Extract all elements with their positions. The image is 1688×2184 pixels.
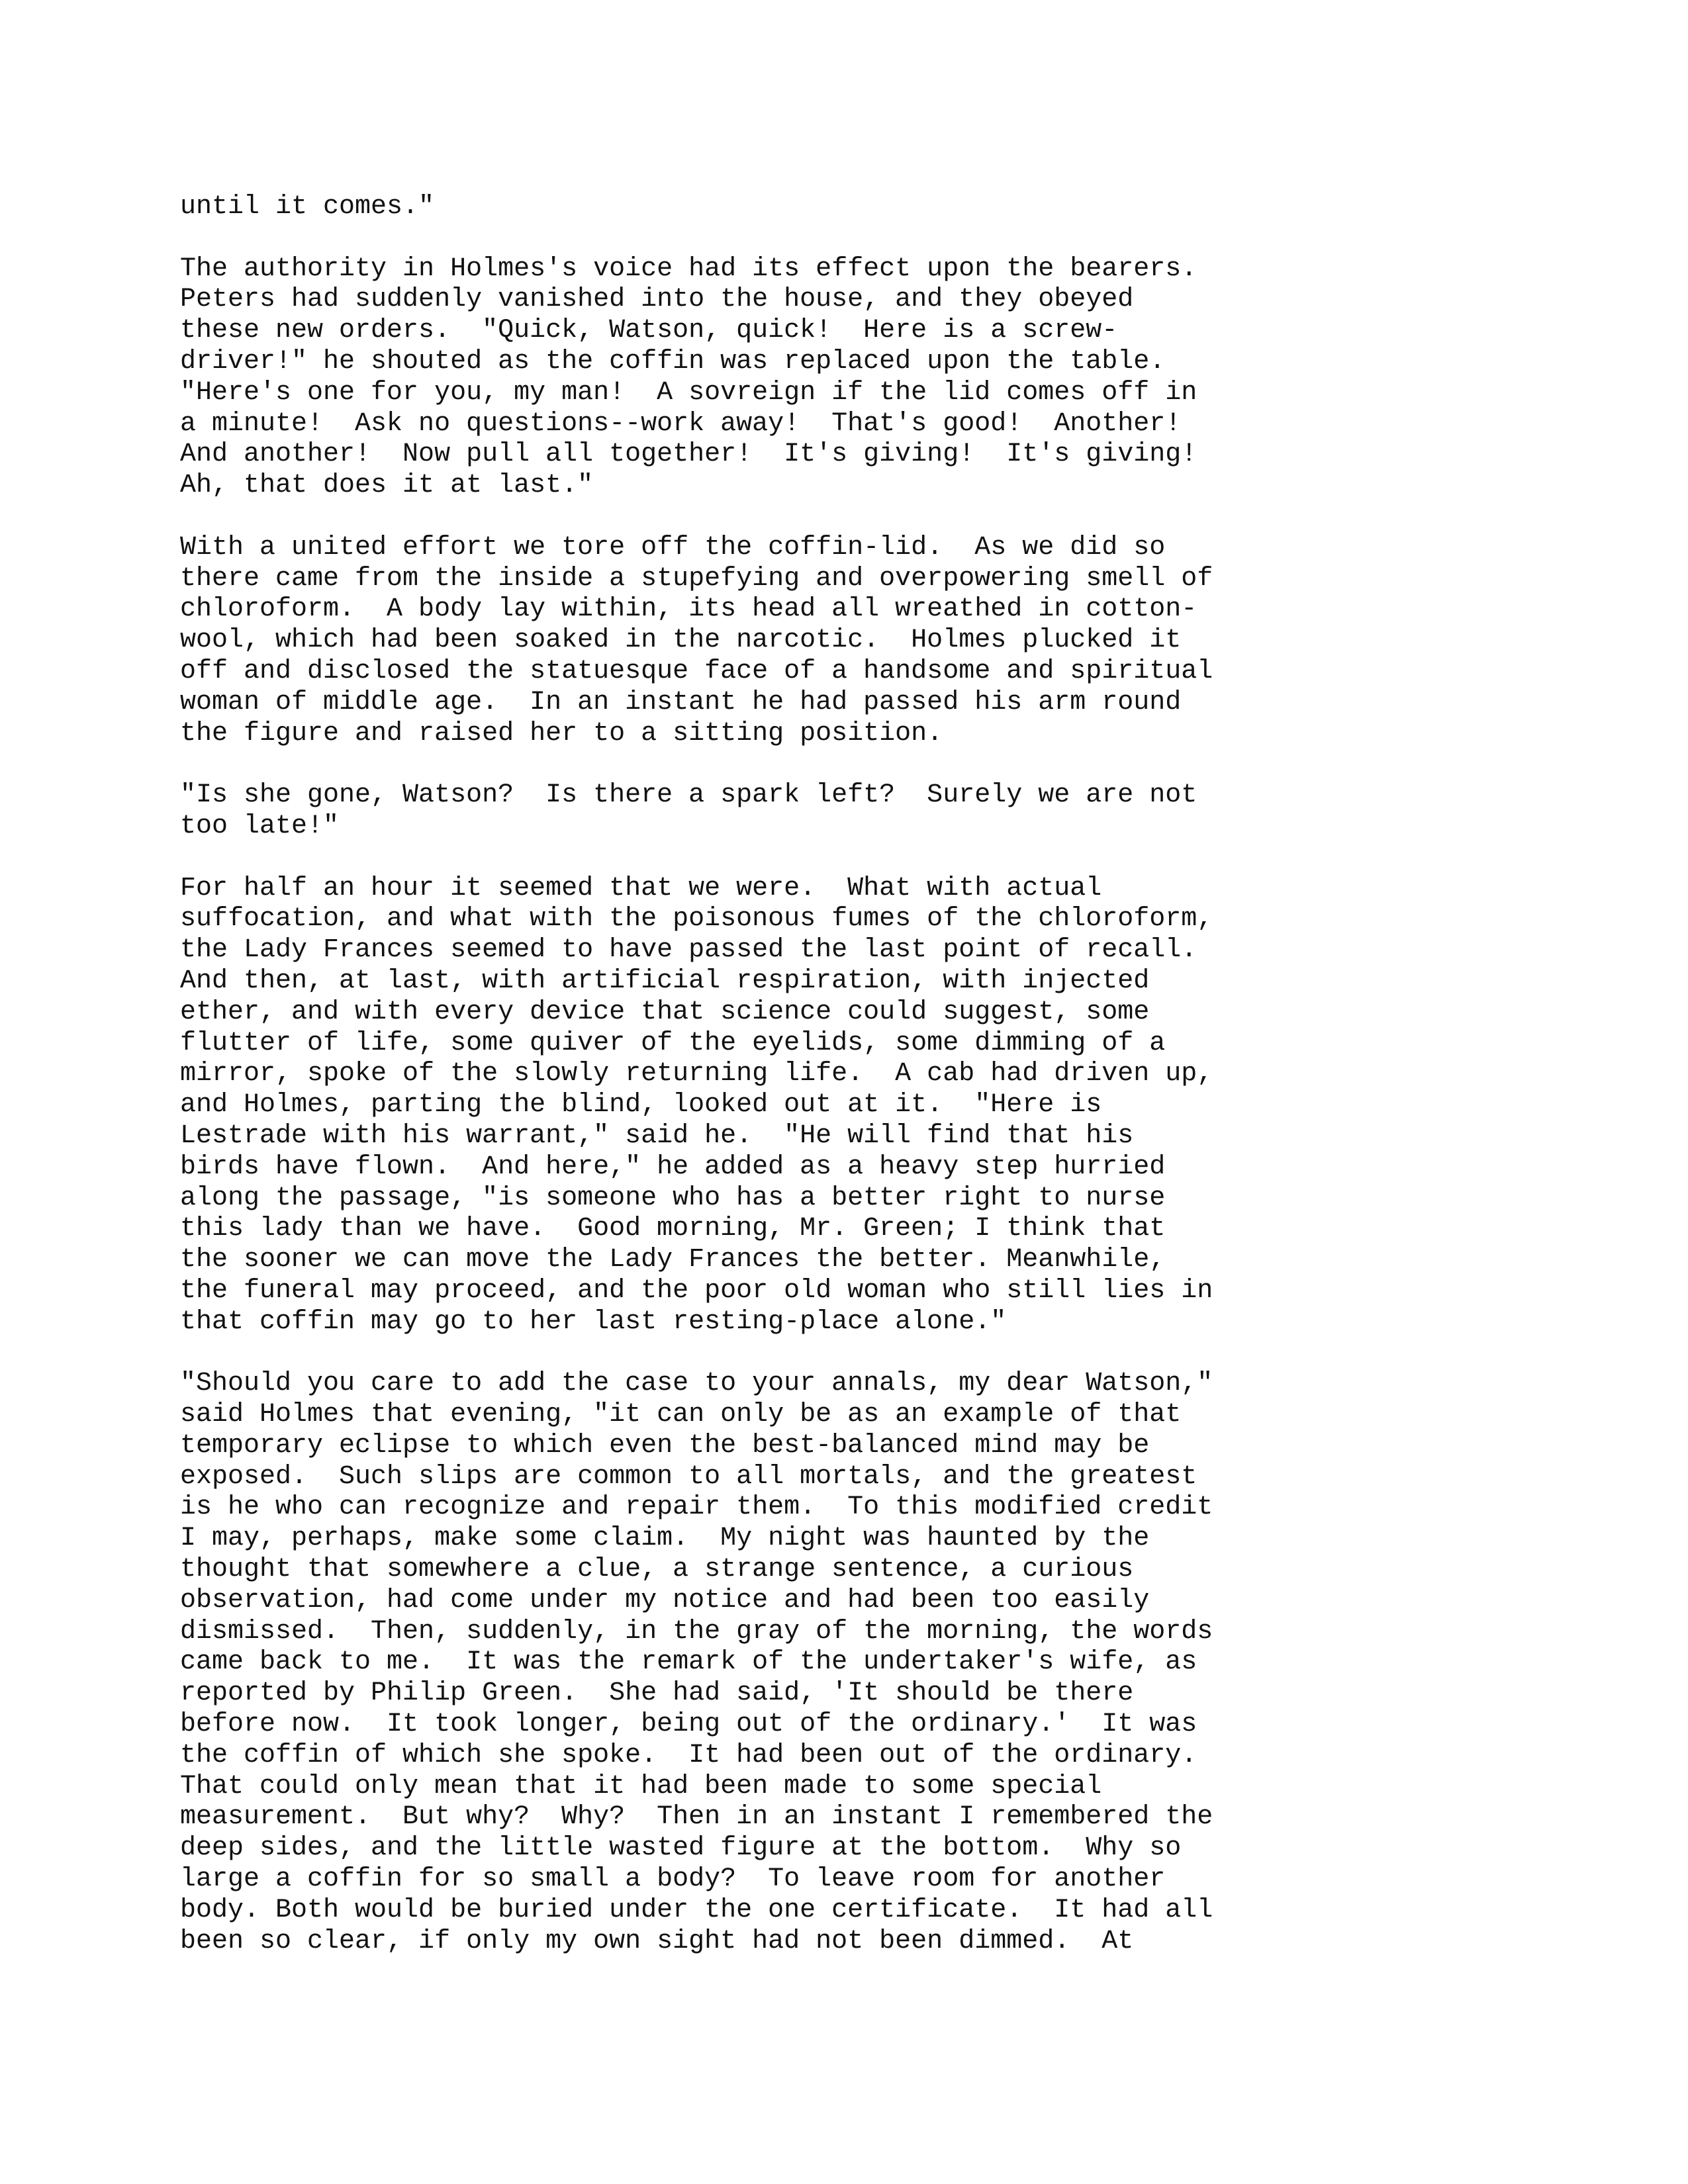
- text-line: large a coffin for so small a body? To leave room for another: [180, 1864, 1166, 1895]
- text-line: "Is she gone, Watson? Is there a spark left? Surely we are not: [180, 780, 1197, 811]
- body-text: [180, 192, 1570, 1988]
- text-line: said Holmes that evening, "it can only be as an example of that: [180, 1400, 1182, 1430]
- text-line: dismissed. Then, suddenly, in the gray of the morning, the words: [180, 1616, 1213, 1647]
- text-line: And another! Now pull all together! It's giving! It's giving!: [180, 439, 1197, 470]
- text-line: a minute! Ask no questions--work away! That's good! Another!: [180, 408, 1182, 439]
- paragraph-2: [180, 254, 1570, 502]
- text-line: wool, which had been soaked in the narcotic. Holmes plucked it: [180, 625, 1182, 656]
- text-line: flutter of life, some quiver of the eyelids, some dimming of a: [180, 1028, 1166, 1058]
- text-line: "Here's one for you, my man! A sovreign if the lid comes off in: [180, 377, 1197, 408]
- text-line: And then, at last, with artificial respiration, with injected: [180, 966, 1150, 996]
- text-line: and Holmes, parting the blind, looked out at it. "Here is: [180, 1090, 1102, 1120]
- text-line: before now. It took longer, being out of the ordinary.' It was: [180, 1709, 1197, 1740]
- text-line: thought that somewhere a clue, a strange sentence, a curious: [180, 1555, 1134, 1585]
- text-line: along the passage, "is someone who has a better right to nurse: [180, 1183, 1166, 1213]
- text-line: Lestrade with his warrant," said he. "He will find that his: [180, 1120, 1134, 1151]
- text-line: driver!" he shouted as the coffin was replaced upon the table.: [180, 346, 1166, 377]
- paragraph-5: [180, 874, 1570, 1338]
- text-line: The authority in Holmes's voice had its effect upon the bearers.: [180, 253, 1197, 284]
- text-line: exposed. Such slips are common to all mortals, and the greatest: [180, 1461, 1197, 1492]
- text-line: the Lady Frances seemed to have passed the last point of recall.: [180, 935, 1197, 966]
- text-line: Ah, that does it at last.": [180, 471, 594, 501]
- text-line: been so clear, if only my own sight had not been dimmed. At: [180, 1926, 1134, 1956]
- text-line: these new orders. "Quick, Watson, quick! Here is a screw-: [180, 316, 1118, 346]
- text-line: body. Both would be buried under the one certificate. It had all: [180, 1895, 1213, 1925]
- text-line: With a united effort we tore off the coffin-lid. As we did so: [180, 532, 1166, 563]
- text-line: off and disclosed the statuesque face of a handsome and spiritual: [180, 656, 1213, 686]
- paragraph-1: [180, 192, 1570, 223]
- text-line: the figure and raised her to a sitting position.: [180, 718, 943, 749]
- text-line: birds have flown. And here," he added as a heavy step hurried: [180, 1152, 1166, 1182]
- text-line: deep sides, and the little wasted figure at the bottom. Why so: [180, 1833, 1182, 1864]
- text-line: the funeral may proceed, and the poor old woman who still lies in: [180, 1275, 1213, 1306]
- text-line: Peters had suddenly vanished into the house, and they obeyed: [180, 285, 1134, 315]
- text-line: observation, had come under my notice and had been too easily: [180, 1585, 1150, 1615]
- text-line: there came from the inside a stupefying and overpowering smell of: [180, 563, 1213, 594]
- text-line: is he who can recognize and repair them. To this modified credit: [180, 1492, 1213, 1523]
- text-line: the sooner we can move the Lady Frances the better. Meanwhile,: [180, 1245, 1166, 1275]
- text-line: reported by Philip Green. She had said, 'It should be there: [180, 1678, 1134, 1709]
- text-line: "Should you care to add the case to your annals, my dear Watson,": [180, 1369, 1213, 1399]
- text-line: this lady than we have. Good morning, Mr. Green; I think that: [180, 1214, 1166, 1244]
- paragraph-6: [180, 1369, 1570, 1957]
- text-line: mirror, spoke of the slowly returning life. A cab had driven up,: [180, 1059, 1213, 1089]
- text-line: woman of middle age. In an instant he had passed his arm round: [180, 687, 1182, 717]
- text-line: suffocation, and what with the poisonous fumes of the chloroform,: [180, 904, 1213, 934]
- text-line: ether, and with every device that science could suggest, some: [180, 997, 1150, 1027]
- text-line: too late!": [180, 811, 340, 841]
- text-line: That could only mean that it had been made to some special: [180, 1771, 1102, 1801]
- text-line: temporary eclipse to which even the best-balanced mind may be: [180, 1430, 1150, 1461]
- text-line: came back to me. It was the remark of the undertaker's wife, as: [180, 1647, 1197, 1678]
- text-line: until it comes.": [180, 192, 435, 222]
- paragraph-4: [180, 780, 1570, 842]
- paragraph-3: [180, 533, 1570, 750]
- text-line: that coffin may go to her last resting-place alone.": [180, 1306, 1007, 1337]
- text-line: measurement. But why? Why? Then in an instant I remembered the: [180, 1802, 1213, 1833]
- text-line: I may, perhaps, make some claim. My night was haunted by the: [180, 1524, 1150, 1554]
- text-line: For half an hour it seemed that we were. What with actual: [180, 873, 1102, 903]
- text-line: the coffin of which she spoke. It had been out of the ordinary.: [180, 1740, 1197, 1770]
- text-line: chloroform. A body lay within, its head all wreathed in cotton-: [180, 594, 1197, 625]
